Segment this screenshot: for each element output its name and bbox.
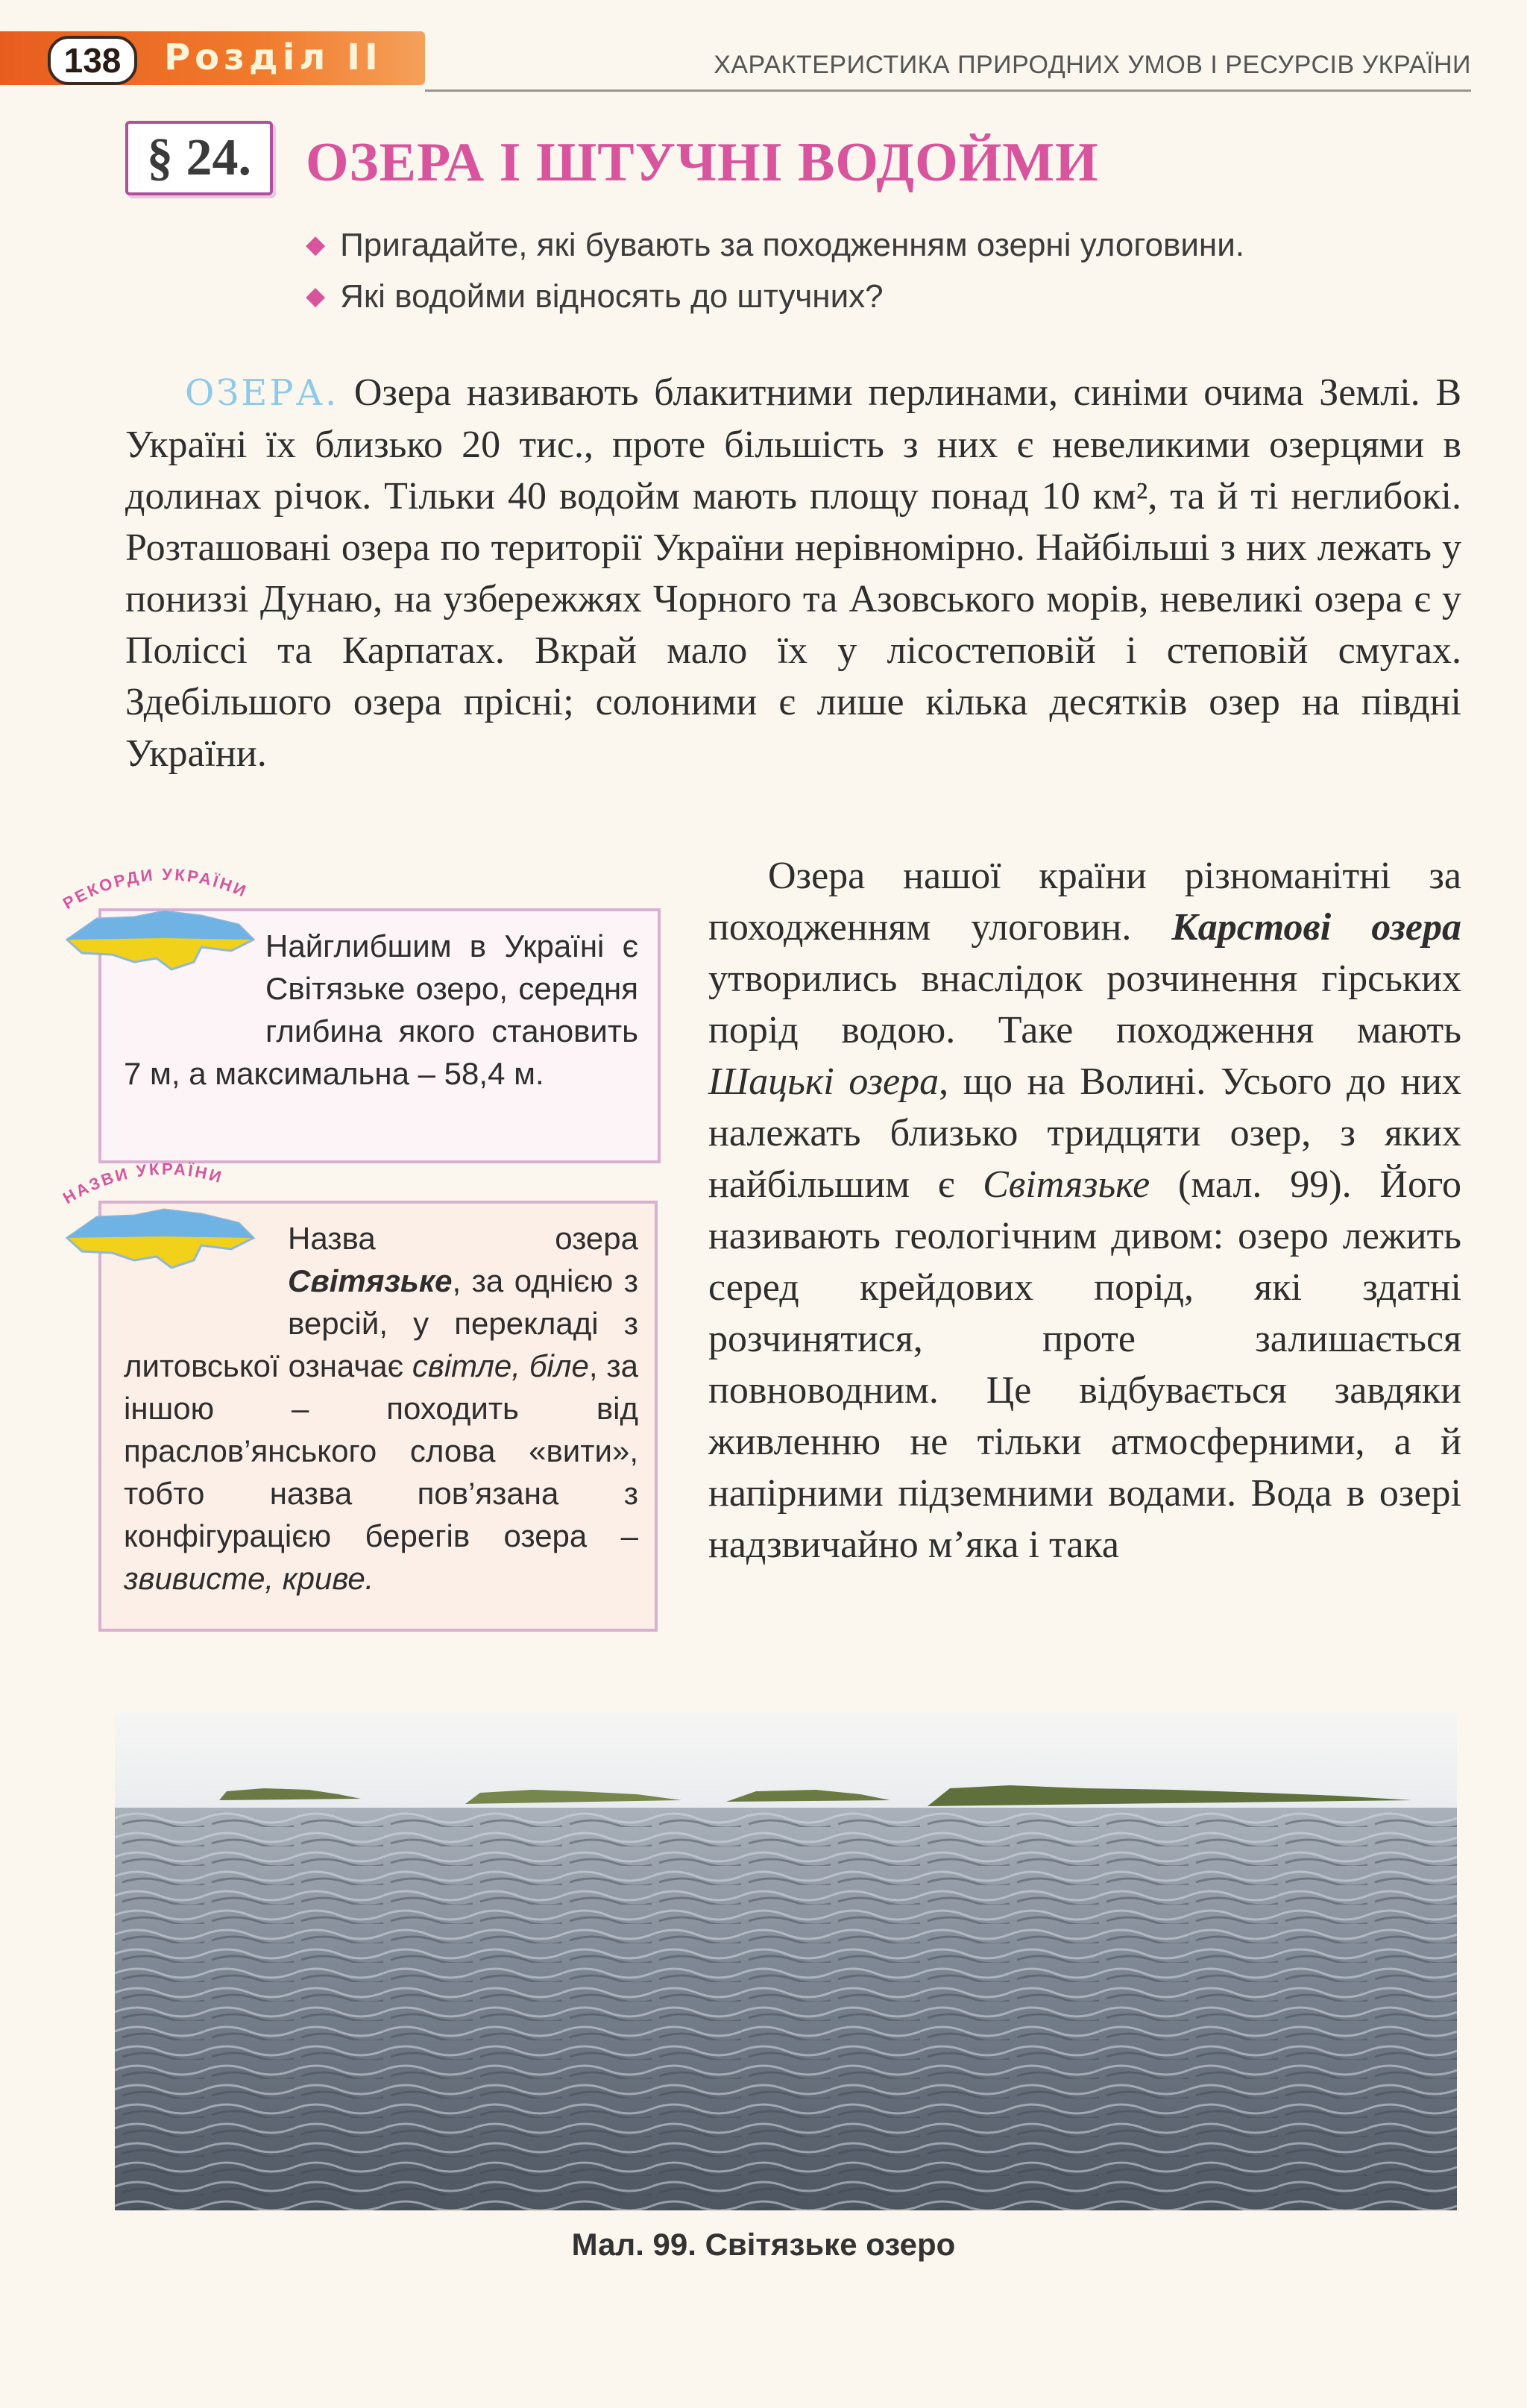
- term: Шацькі озера: [708, 1060, 939, 1103]
- diamond-bullet-icon: ◆: [306, 230, 326, 259]
- body-paragraph: Озера нашої країни різноманітні за походженням улоговин. Карстові озера утворились внаслідок розчинення гірських порід водою. Таке походження мають Шацькі озера, що на Волині. Усього до них належать близько тридцяти озер, з яких найбільшим є Світязьке (мал. 99). Його називають геологічним дивом: озеро лежить серед крейдових порід, які здатні розчинятися, проте залишається повноводним. Це відбувається завдяки живленню не тільки атмосферними, а й напірними підземними водами. Вода в озері надзвичайно м’яка і така: [708, 855, 1461, 1566]
- figure-caption: Мал. 99. Світязьке озеро: [571, 2227, 956, 2262]
- records-tag: РЕКОРДИ УКРАЇНИ: [59, 864, 251, 914]
- question-item: ◆ Які водойми відносять до штучних?: [306, 278, 884, 315]
- intro-paragraph: ОЗЕРА. Озера називають блакитними перлинами, синіми очима Землі. В Україні їх близько 20 тис., проте більшість з них є невеликими озерцями в долинах річок. Тільки 40 водойм мають площу понад 10 км², та й ті неглибокі. Розташовані озера по території України нерівномірно. Найбільші з них лежать у пониззі Дунаю, на узбережжях Чорного та Азовського морів, невеликі озера є у Поліссі та Карпатах. Вкрай мало їх у лісостеповій і степовій смугах. Здебільшого озера прісні; солоними є лише кілька десятків озер на півдні України.: [125, 371, 1461, 775]
- term: Світязьке: [983, 1163, 1150, 1206]
- section-label: Розділ II: [164, 37, 382, 78]
- svg-text:РЕКОРДИ УКРАЇНИ: [60, 865, 251, 913]
- svg-text:НАЗВИ УКРАЇНИ: [60, 1160, 225, 1207]
- question-item: ◆ Пригадайте, які бувають за походженням озерні улоговини.: [306, 227, 1245, 263]
- records-text: Найглибшим в Україні є Світязьке озеро, середня глибина якого становить 7 м, а максимальна – 58,4 м.: [124, 928, 638, 1091]
- header-rule: [425, 89, 1471, 92]
- running-head: ХАРАКТЕРИСТИКА ПРИРОДНИХ УМОВ І РЕСУРСІВ УКРАЇНИ: [714, 51, 1471, 79]
- page-number: 138: [48, 36, 137, 85]
- right-column: [708, 850, 1461, 1571]
- paragraph-number: § 24.: [125, 121, 273, 195]
- section-lead: ОЗЕРА.: [185, 372, 339, 414]
- page-title: ОЗЕРА І ШТУЧНІ ВОДОЙМИ: [306, 132, 1099, 193]
- diamond-bullet-icon: ◆: [306, 282, 326, 310]
- term: Карстові озера: [1171, 906, 1461, 949]
- ukraine-map-icon: [52, 858, 276, 992]
- intro-section: [125, 367, 1461, 779]
- lake-photo: [115, 1711, 1457, 2210]
- names-tag: НАЗВИ УКРАЇНИ: [60, 1159, 226, 1208]
- names-text: Назва озера Світязьке, за однією з версій, у перекладі з литовської означає світле, біле, за іншою – походить від праслов’янського слова «вити», тобто назва пов’язана з конфігурацією берегів озера – звивисте, криве.: [124, 1221, 638, 1596]
- term: звивисте, криве.: [124, 1561, 374, 1596]
- term: світле, біле: [412, 1348, 589, 1383]
- review-questions: [306, 221, 1244, 324]
- term: Світязьке: [288, 1263, 453, 1298]
- ukraine-map-icon: [52, 1148, 276, 1298]
